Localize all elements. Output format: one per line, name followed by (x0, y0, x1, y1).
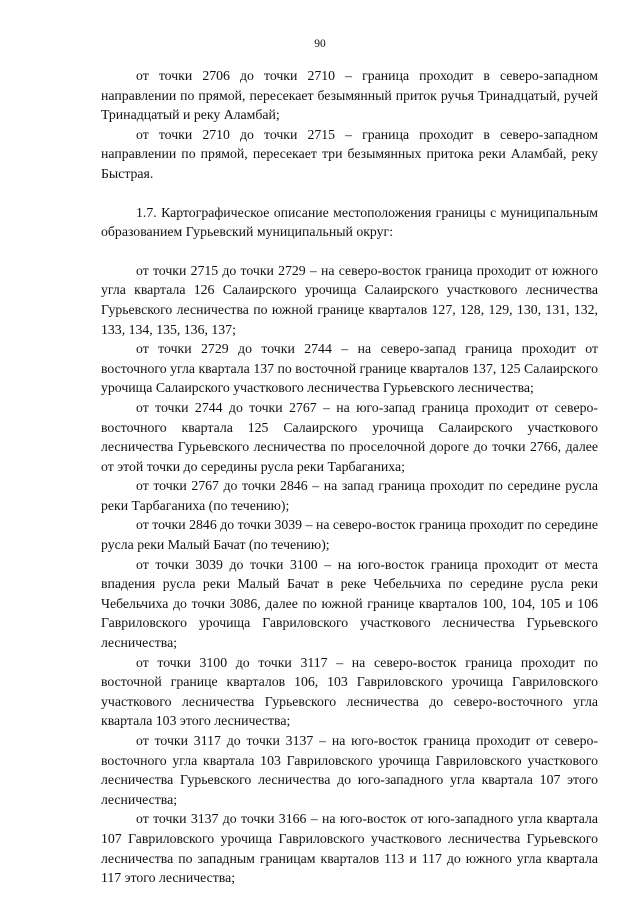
paragraph: от точки 2715 до точки 2729 – на северо-восток граница проходит от южного угла квартала 126 Салаирского урочища Салаирского участкового лесничества Гурьевского лесничества по южной границе кварталов 127, 128, 129, 130, 131, 132, 133, 134, 135, 136, 137; (101, 262, 598, 337)
paragraph: от точки 2706 до точки 2710 – граница проходит в северо-западном направлении по прямой, пересекает безымянный приток ручья Тринадцатый, ручей Тринадцатый и реку Аламбай; (101, 68, 598, 123)
paragraph: от точки 2729 до точки 2744 – на северо-запад граница проходит от восточного угла квартала 137 по восточной границе кварталов 137, 125 Салаирского урочища Салаирского участкового лесничества Гурьевского лесничества; (101, 341, 598, 396)
paragraph: от точки 3137 до точки 3166 – на юго-восток от юго-западного угла квартала 107 Гавриловского урочища Гавриловского участкового лесничества Гурьевского лесничества по западным границам кварталов 113 и 117 до южного угла квартала 117 этого лесничества; (101, 811, 598, 886)
section-heading: 1.7. Картографическое описание местоположения границы с муниципальным образованием Гурьевский муниципальный округ: (101, 204, 598, 240)
paragraph: от точки 3100 до точки 3117 – на северо-восток граница проходит по восточной границе кварталов 106, 103 Гавриловского урочища Гавриловского участкового лесничества Гурьевского лесничества до северо-восточного угла квартала 103 этого лесничества; (101, 654, 598, 729)
paragraph: от точки 2710 до точки 2715 – граница проходит в северо-западном направлении по прямой, пересекает три безымянных притока реки Аламбай, реку Быстрая. (101, 126, 598, 181)
paragraph: от точки 3039 до точки 3100 – на юго-восток граница проходит от места впадения русла реки Малый Бачат в реке Чебельчиха по середине русла реки Чебельчиха до точки 3086, далее по южной границе кварталов 100, 104, 105 и 106 Гавриловского урочища Гавриловского участкового лесничества Гурьевского лесничества; (101, 556, 598, 651)
paragraph: от точки 3117 до точки 3137 – на юго-восток граница проходит от северо-восточного угла квартала 103 Гавриловского урочища Гавриловского участкового лесничества Гурьевского лесничества до юго-западного угла квартала 107 этого лесничества; (101, 733, 598, 807)
document-body (101, 66, 598, 888)
paragraph: от точки 2744 до точки 2767 – на юго-запад граница проходит от северо-восточного квартала 125 Салаирского урочища Салаирского участкового лесничества Гурьевского лесничества по проселочной дороге до точки 2766, далее от этой точки до середины русла реки Тарбаганиха; (101, 399, 598, 474)
page-number: 90 (314, 38, 326, 50)
paragraph: от точки 2846 до точки 3039 – на северо-восток граница проходит по середине русла реки Малый Бачат (по течению); (101, 517, 598, 553)
paragraph: от точки 2767 до точки 2846 – на запад граница проходит по середине русла реки Тарбаганиха (по течению); (101, 478, 598, 513)
